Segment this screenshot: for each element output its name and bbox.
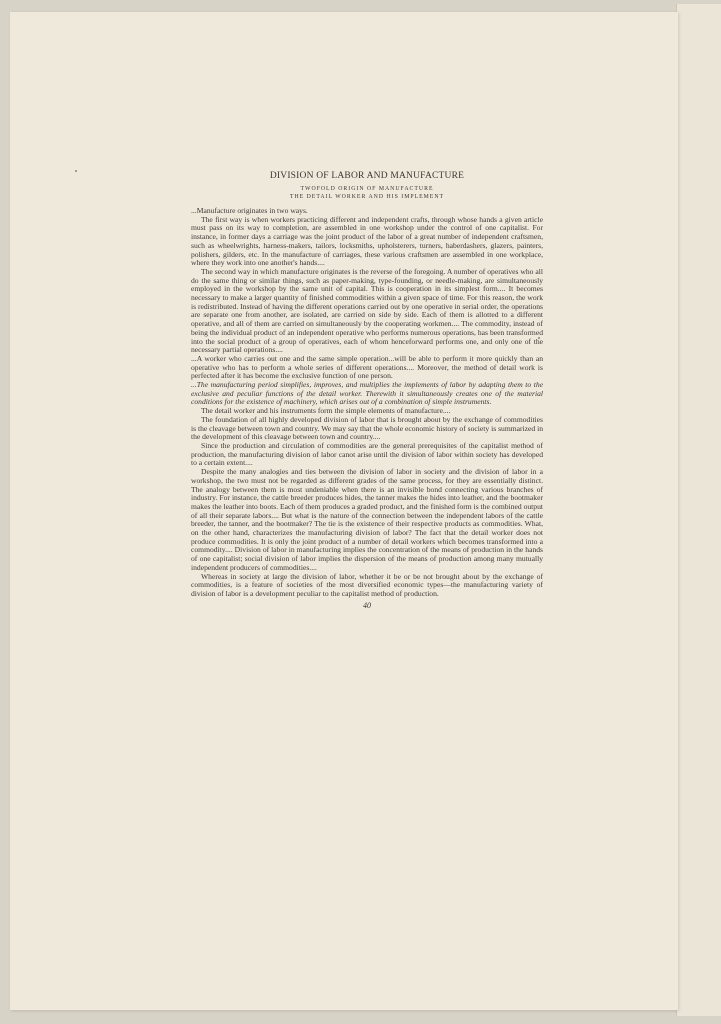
- page-number: 40: [363, 600, 371, 610]
- text-block: [191, 171, 543, 610]
- paragraph: Whereas in society at large the division of labor, whether it be or be not brought about by the exchange of commodities, is a feature of societies of the most diversified economic types—the manufacturing variety of division of labor is a development peculiar to the capitalist method of production.: [191, 571, 543, 598]
- paragraph: Since the production and circulation of commodities are the general prerequisites of the capitalist method of production, the manufacturing division of labor canot arise until the division of labor within society has developed to a certain extent....: [191, 440, 543, 468]
- paragraph: The detail worker and his instruments form the simple elements of manufacture....: [201, 406, 451, 416]
- paragraph: The foundation of all highly developed division of labor that is brought about by the exchange of commodities is the cleavage between town and country. We may say that the whole economic history of society is summarized in the development of this cleavage between town and country....: [191, 414, 543, 442]
- paragraph: Despite the many analogies and ties between the division of labor in society and the division of labor in a workshop, the two must not be regarded as different grades of the same process, for they are essentially distinct. The analogy between them is most undeniable when there is an invisible bond connecting various branches of industry. For instance, the cattle breeder produces hides, the tanner makes the hides into leather, and the bootmaker makes the leather into boots. Each of them produces a graded product, and the finished form is the combined output of all their separate labors.... But what is the nature of the connection between the independent labors of the cattle breeder, the tanner, and the bootmaker? The tie is the existence of their respective products as commodities. What, on the other hand, characterizes the manufacturing division of labor? The fact that the detail worker does not produce commodities. It is only the joint product of a number of detail workers which becomes transformed into a commodity.... Division of labor in manufacturing implies the concentration of the means of production in the hands of one capitalist; social division of labor implies the dispersion of the means of production among many mutually independent producers of commodities....: [191, 467, 543, 572]
- paragraph-italic: ...The manufacturing period simplifies, improves, and multiplies the implements of labor by adapting them to the exclusive and peculiar functions of the detail worker. Therewith it simultaneously creates one of the material conditions for the existence of machinery, which arises out of a combination of simple instruments.: [191, 380, 543, 407]
- subtitle-detail-worker: THE DETAIL WORKER AND HIS IMPLEMENT: [289, 194, 445, 200]
- body-text: [191, 207, 543, 599]
- paragraph: The second way in which manufacture originates is the reverse of the foregoing. A number of operatives who all do the same thing or similar things, such as paper-making, type-founding, or needle-making, are simultaneously employed in the workshop by the same unit of capital. This is cooperation in its simplest form.... It becomes necessary to make a larger quantity of finished commodities within a given space of time. For this reason, the work is redistributed. Instead of having the different operations carried out by one operative in serial order, the operations are separate one from another, are isolated, are carried on side by side. Each of them is allotted to a different operative, and all of them are carried on simultaneously by the cooperating workmen.... The commodity, instead of being the individual product of an independent operative who performs numerous operations, has been transformed into the social product of a group of operatives, each of whom henceforward performs one, and only one of the necessary partial operations....: [191, 266, 543, 355]
- adjacent-page-edge: [676, 4, 721, 1016]
- paper-speck: [75, 170, 77, 172]
- page-title: DIVISION OF LABOR AND MANUFACTURE: [269, 171, 465, 181]
- paragraph: ...A worker who carries out one and the same simple operation...will be able to perform it more quickly than an operative who has to perform a whole series of different operations.... Moreover, the method of detail work is perfected after it has become the exclusive function of one person.: [191, 353, 543, 381]
- paragraph: The first way is when workers practicing different and independent crafts, through whose hands a given article must pass on its way to completion, are assembled in one workshop under the control of one capitalist. For instance, in former days a carriage was the joint product of the labor of a great number of independent craftsmen, such as wheelwrights, harness-makers, tailors, locksmiths, upholsterers, turners, haberdashers, glazers, painters, polishers, gilders, etc. In the manufacture of carriages, these various craftsmen are assembled in one workplace, where they work into one another's hands....: [191, 214, 543, 268]
- subtitle-origin: TWOFOLD ORIGIN OF MANUFACTURE: [300, 186, 434, 192]
- paragraph: ...Manufacture originates in two ways.: [191, 206, 308, 215]
